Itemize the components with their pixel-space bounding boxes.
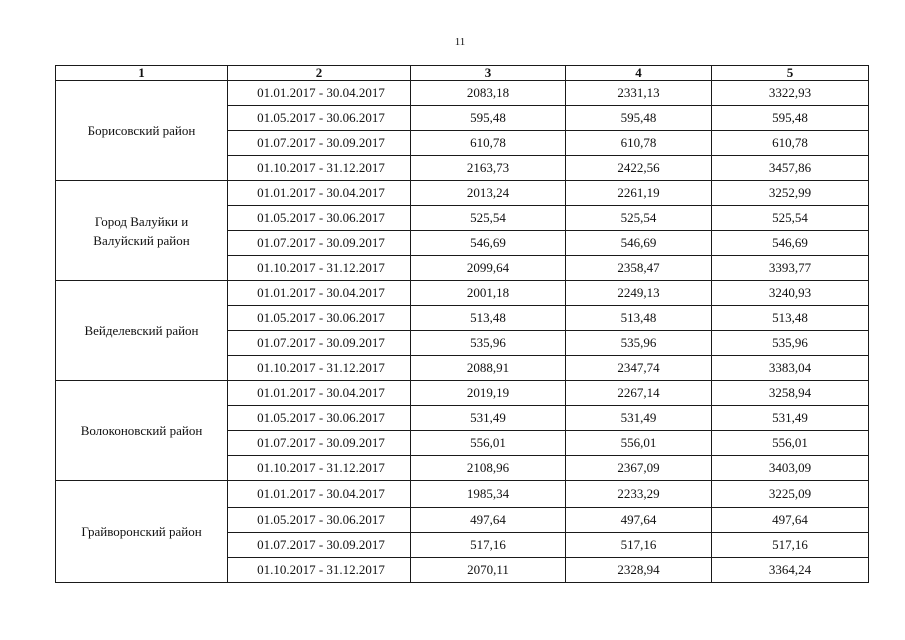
value-cell-col4: 531,49 [566, 406, 712, 431]
value-cell-col4: 2328,94 [566, 558, 712, 583]
value-cell-col4: 525,54 [566, 206, 712, 231]
period-cell: 01.07.2017 - 30.09.2017 [228, 231, 411, 256]
district-name-cell: Грайворонский район [56, 481, 228, 583]
value-cell-col4: 2249,13 [566, 281, 712, 306]
period-cell: 01.05.2017 - 30.06.2017 [228, 206, 411, 231]
value-cell-col5: 3225,09 [712, 481, 869, 508]
value-cell-col3: 2099,64 [411, 256, 566, 281]
value-cell-col5: 3322,93 [712, 81, 869, 106]
value-cell-col3: 497,64 [411, 508, 566, 533]
value-cell-col4: 513,48 [566, 306, 712, 331]
value-cell-col5: 3383,04 [712, 356, 869, 381]
value-cell-col5: 3252,99 [712, 181, 869, 206]
value-cell-col5: 610,78 [712, 131, 869, 156]
value-cell-col3: 2001,18 [411, 281, 566, 306]
period-cell: 01.05.2017 - 30.06.2017 [228, 406, 411, 431]
period-cell: 01.10.2017 - 31.12.2017 [228, 156, 411, 181]
period-cell: 01.10.2017 - 31.12.2017 [228, 558, 411, 583]
value-cell-col4: 610,78 [566, 131, 712, 156]
value-cell-col5: 525,54 [712, 206, 869, 231]
value-cell-col4: 497,64 [566, 508, 712, 533]
value-cell-col5: 531,49 [712, 406, 869, 431]
value-cell-col3: 2083,18 [411, 81, 566, 106]
value-cell-col5: 3258,94 [712, 381, 869, 406]
value-cell-col4: 556,01 [566, 431, 712, 456]
district-name-cell: Вейделевский район [56, 281, 228, 381]
table-row [56, 81, 869, 106]
column-header-5: 5 [712, 66, 869, 81]
district-name-cell: Волоконовский район [56, 381, 228, 481]
period-cell: 01.07.2017 - 30.09.2017 [228, 331, 411, 356]
value-cell-col4: 2261,19 [566, 181, 712, 206]
value-cell-col4: 535,96 [566, 331, 712, 356]
period-cell: 01.05.2017 - 30.06.2017 [228, 306, 411, 331]
table-body [56, 81, 869, 583]
value-cell-col3: 2070,11 [411, 558, 566, 583]
value-cell-col4: 546,69 [566, 231, 712, 256]
value-cell-col4: 2267,14 [566, 381, 712, 406]
period-cell: 01.05.2017 - 30.06.2017 [228, 508, 411, 533]
value-cell-col5: 546,69 [712, 231, 869, 256]
district-name-cell: Борисовский район [56, 81, 228, 181]
column-header-4: 4 [566, 66, 712, 81]
value-cell-col3: 610,78 [411, 131, 566, 156]
value-cell-col3: 2013,24 [411, 181, 566, 206]
value-cell-col4: 2331,13 [566, 81, 712, 106]
value-cell-col3: 556,01 [411, 431, 566, 456]
value-cell-col5: 513,48 [712, 306, 869, 331]
value-cell-col3: 1985,34 [411, 481, 566, 508]
tariff-table [55, 65, 869, 583]
value-cell-col5: 3240,93 [712, 281, 869, 306]
period-cell: 01.01.2017 - 30.04.2017 [228, 481, 411, 508]
value-cell-col3: 535,96 [411, 331, 566, 356]
period-cell: 01.01.2017 - 30.04.2017 [228, 81, 411, 106]
value-cell-col4: 2367,09 [566, 456, 712, 481]
table-header [56, 66, 869, 81]
period-cell: 01.05.2017 - 30.06.2017 [228, 106, 411, 131]
value-cell-col4: 2233,29 [566, 481, 712, 508]
value-cell-col3: 595,48 [411, 106, 566, 131]
table-row [56, 381, 869, 406]
column-header-2: 2 [228, 66, 411, 81]
value-cell-col3: 2088,91 [411, 356, 566, 381]
period-cell: 01.01.2017 - 30.04.2017 [228, 281, 411, 306]
header-row [56, 66, 869, 81]
period-cell: 01.07.2017 - 30.09.2017 [228, 131, 411, 156]
period-cell: 01.01.2017 - 30.04.2017 [228, 181, 411, 206]
value-cell-col3: 2163,73 [411, 156, 566, 181]
value-cell-col4: 595,48 [566, 106, 712, 131]
value-cell-col5: 3403,09 [712, 456, 869, 481]
value-cell-col5: 497,64 [712, 508, 869, 533]
page-number: 11 [454, 36, 466, 48]
value-cell-col3: 2108,96 [411, 456, 566, 481]
period-cell: 01.07.2017 - 30.09.2017 [228, 431, 411, 456]
period-cell: 01.10.2017 - 31.12.2017 [228, 456, 411, 481]
table-row [56, 481, 869, 508]
column-header-1: 1 [56, 66, 228, 81]
value-cell-col5: 3457,86 [712, 156, 869, 181]
value-cell-col5: 3393,77 [712, 256, 869, 281]
period-cell: 01.10.2017 - 31.12.2017 [228, 256, 411, 281]
value-cell-col3: 517,16 [411, 533, 566, 558]
value-cell-col3: 546,69 [411, 231, 566, 256]
district-name-cell: Город Валуйки и Валуйский район [56, 181, 228, 281]
column-header-3: 3 [411, 66, 566, 81]
value-cell-col4: 2422,56 [566, 156, 712, 181]
period-cell: 01.01.2017 - 30.04.2017 [228, 381, 411, 406]
period-cell: 01.10.2017 - 31.12.2017 [228, 356, 411, 381]
value-cell-col3: 2019,19 [411, 381, 566, 406]
value-cell-col3: 531,49 [411, 406, 566, 431]
value-cell-col5: 535,96 [712, 331, 869, 356]
value-cell-col3: 525,54 [411, 206, 566, 231]
value-cell-col5: 517,16 [712, 533, 869, 558]
value-cell-col5: 556,01 [712, 431, 869, 456]
value-cell-col3: 513,48 [411, 306, 566, 331]
period-cell: 01.07.2017 - 30.09.2017 [228, 533, 411, 558]
value-cell-col4: 2358,47 [566, 256, 712, 281]
table-row [56, 181, 869, 206]
value-cell-col4: 517,16 [566, 533, 712, 558]
table-row [56, 281, 869, 306]
value-cell-col5: 3364,24 [712, 558, 869, 583]
value-cell-col5: 595,48 [712, 106, 869, 131]
value-cell-col4: 2347,74 [566, 356, 712, 381]
